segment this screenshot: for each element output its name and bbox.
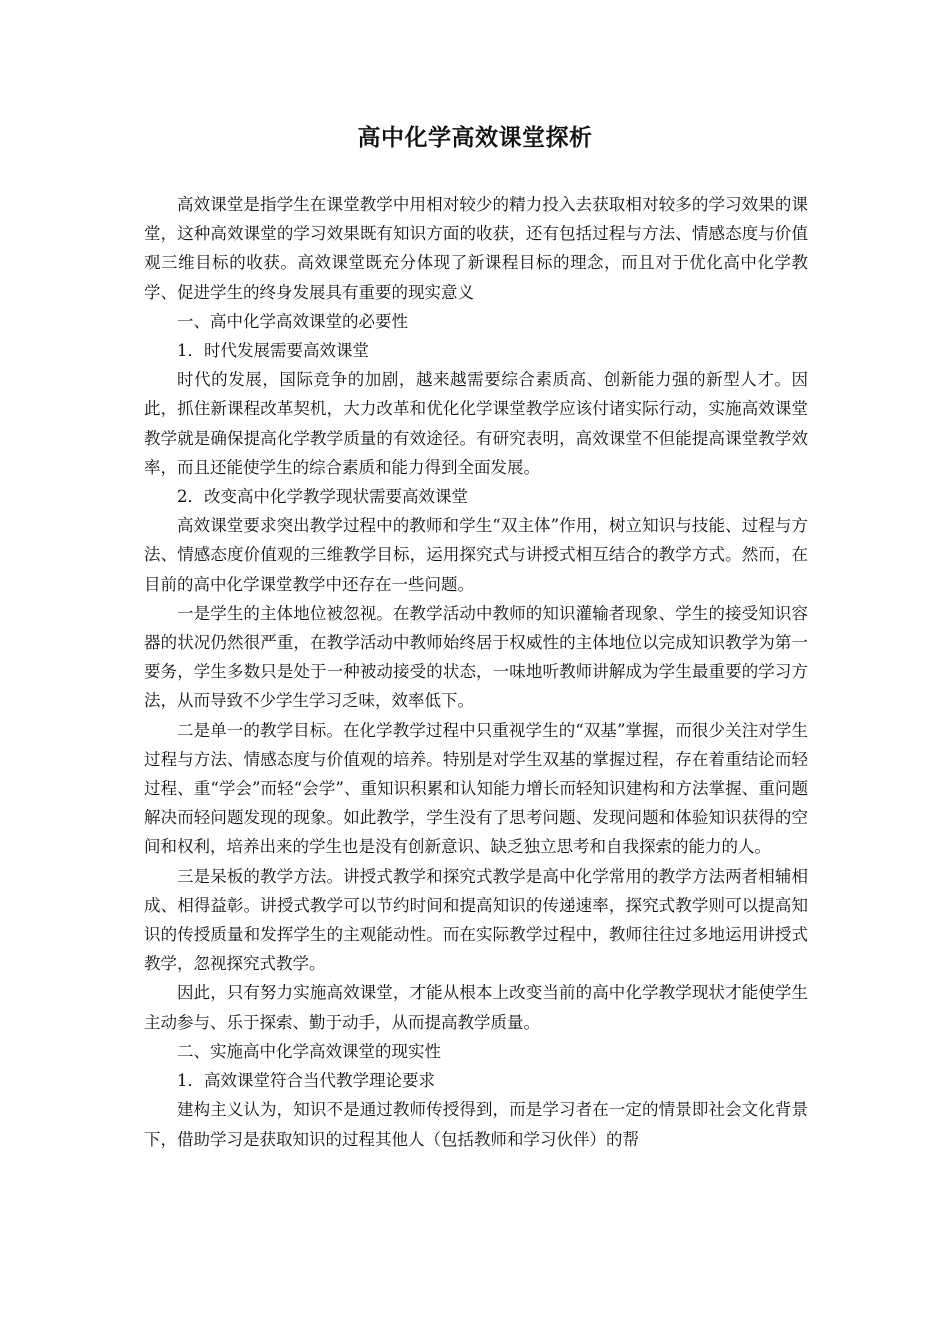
document-body [144, 190, 808, 1154]
section-heading-2: 二、实施高中化学高效课堂的现实性 [177, 1041, 441, 1061]
document-title: 高中化学高效课堂探析 [357, 125, 593, 151]
subsection-heading-1-1: 1．时代发展需要高效课堂 [177, 341, 369, 361]
paragraph-problem-3: 三是呆板的教学方法。讲授式教学和探究式教学是高中化学常用的教学方法两者相辅相成、相得益彰。讲授式教学可以节约时间和提高知识的传递速率，探究式教学则可以提高知识的传授质量和发挥学生的主观能动性。而在实际教学过程中，教师往往过多地运用讲授式教学，忽视探究式教学。 [144, 866, 808, 974]
section-heading-1: 一、高中化学高效课堂的必要性 [177, 311, 408, 331]
paragraph-constructivism: 建构主义认为，知识不是通过教师传授得到，而是学习者在一定的情景即社会文化背景下，借助学习是获取知识的过程其他人（包括教师和学习伙伴）的帮 [144, 1100, 808, 1149]
paragraph-dual-subject: 高效课堂要求突出教学过程中的教师和学生“双主体”作用，树立知识与技能、过程与方法、情感态度价值观的三维教学目标，运用探究式与讲授式相互结合的教学方式。然而，在目前的高中化学课堂教学中还存在一些问题。 [144, 516, 808, 594]
paragraph-problem-2: 二是单一的教学目标。在化学教学过程中只重视学生的“双基”掌握，而很少关注对学生过程与方法、情感态度与价值观的培养。特别是对学生双基的掌握过程，存在着重结论而轻过程、重“学会”而轻“会学”、重知识积累和认知能力增长而轻知识建构和方法掌握、重问题解决而轻问题发现的现象。如此教学，学生没有了思考问题、发现问题和体验知识获得的空间和权利，培养出来的学生也是没有创新意识、缺乏独立思考和自我探索的能力的人。 [144, 720, 808, 857]
paragraph-intro: 高效课堂是指学生在课堂教学中用相对较少的精力投入去获取相对较多的学习效果的课堂，这种高效课堂的学习效果既有知识方面的收获，还有包括过程与方法、情感态度与价值观三维目标的收获。高效课堂既充分体现了新课程目标的理念，而且对于优化高中化学教学、促进学生的终身发展具有重要的现实意义 [144, 195, 808, 302]
paragraph-problem-1: 一是学生的主体地位被忽视。在教学活动中教师的知识灌输者现象、学生的接受知识容器的状况仍然很严重，在教学活动中教师始终居于权威性的主体地位以完成知识教学为第一要务，学生多数只是处于一种被动接受的状态，一味地听教师讲解成为学生最重要的学习方法，从而导致不少学生学习乏味，效率低下。 [144, 603, 808, 711]
paragraph-conclusion: 因此，只有努力实施高效课堂，才能从根本上改变当前的高中化学教学现状才能使学生主动参与、乐于探索、勤于动手，从而提高教学质量。 [144, 983, 808, 1032]
subsection-heading-2-1: 1．高效课堂符合当代教学理论要求 [177, 1071, 435, 1091]
subsection-heading-1-2: 2．改变高中化学教学现状需要高效课堂 [177, 487, 468, 507]
paragraph-era-development: 时代的发展，国际竞争的加剧，越来越需要综合素质高、创新能力强的新型人才。因此，抓住新课程改革契机，大力改革和优化化学课堂教学应该付诸实际行动，实施高效课堂教学就是确保提高化学教学质量的有效途径。有研究表明，高效课堂不但能提高课堂教学效率，而且还能使学生的综合素质和能力得到全面发展。 [144, 370, 808, 477]
